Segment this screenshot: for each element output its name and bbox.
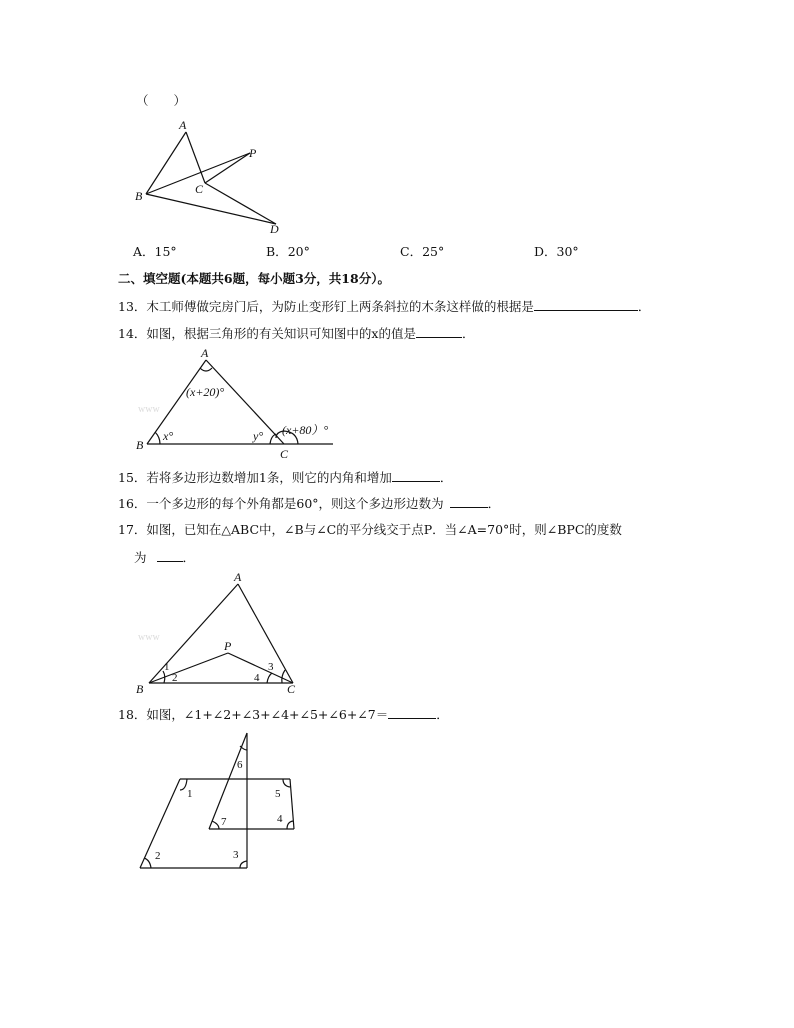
q17-angle-1: 1 [164, 661, 170, 673]
svg-text:www: www [138, 632, 160, 643]
q12-label-b: B [135, 189, 143, 203]
q18-angle-5: 5 [275, 788, 281, 800]
q15-text: 15．若将多边形边数增加1条，则它的内角和增加 [118, 470, 392, 485]
question-14: 14．如图，根据三角形的有关知识可知图中的x的值是 ． [118, 326, 475, 341]
q12-label-d: D [270, 222, 279, 236]
q12-answer-paren: （ ） [136, 93, 187, 108]
q18-angle-3: 3 [233, 849, 239, 861]
question-17-line-1: 17．如图，已知在△ABC中，∠B与∠C的平分线交于点P．当∠A=70°时，则∠BPC的度数 [118, 522, 622, 537]
q14-exterior-angle: (x+80）° [282, 423, 329, 437]
q12-option-b[interactable]: B．20° [266, 244, 310, 259]
question-13: 13．木工师傅做完房门后，为防止变形钉上两条斜拉的木条这样做的根据是 ． [118, 299, 651, 314]
q17-label-b: B [136, 682, 144, 696]
q14-label-b: B [136, 438, 144, 452]
q14-angle-c: y° [253, 429, 264, 443]
q17-label-a: A [234, 570, 242, 584]
q17-label-c: C [287, 682, 296, 696]
q14-angle-b: x° [163, 429, 174, 443]
question-17-line-2: 为 ． [134, 550, 196, 565]
q18-angle-7: 7 [221, 816, 227, 828]
q17-label-p: P [224, 639, 232, 653]
question-15: 15．若将多边形边数增加1条，则它的内角和增加 ． [118, 470, 453, 485]
q18-angle-6: 6 [237, 759, 243, 771]
section-2-heading: 二、填空题(本题共6题，每小题3分，共18分）。 [118, 271, 390, 286]
q16-text: 16．一个多边形的每个外角都是60°，则这个多边形边数为 [118, 496, 444, 511]
q12-label-p: P [249, 146, 257, 160]
q18-angle-4: 4 [277, 813, 283, 825]
q12-option-d[interactable]: D．30° [534, 244, 579, 259]
q17-angle-2: 2 [172, 672, 178, 684]
question-18: 18．如图，∠1+∠2+∠3+∠4+∠5+∠6+∠7＝ ． [118, 707, 449, 722]
question-16: 16．一个多边形的每个外角都是60°，则这个多边形边数为 ． [118, 496, 501, 511]
q12-label-a: A [179, 118, 187, 132]
q14-text: 14．如图，根据三角形的有关知识可知图中的x的值是 [118, 326, 416, 341]
q14-label-c: C [280, 447, 289, 461]
q12-label-c: C [195, 182, 204, 196]
q18-angle-1: 1 [187, 788, 193, 800]
q12-option-c[interactable]: C．25° [400, 244, 445, 259]
q18-text: 18．如图，∠1+∠2+∠3+∠4+∠5+∠6+∠7＝ [118, 707, 389, 722]
q17-angle-4: 4 [254, 672, 260, 684]
q14-angle-a: (x+20)° [186, 385, 225, 399]
q14-label-a: A [201, 346, 209, 360]
q12-option-a[interactable]: A．15° [133, 244, 177, 259]
svg-text:www: www [138, 404, 160, 415]
q18-angle-2: 2 [155, 850, 161, 862]
q13-text: 13．木工师傅做完房门后，为防止变形钉上两条斜拉的木条这样做的根据是 [118, 299, 534, 314]
q17-angle-3: 3 [268, 661, 274, 673]
